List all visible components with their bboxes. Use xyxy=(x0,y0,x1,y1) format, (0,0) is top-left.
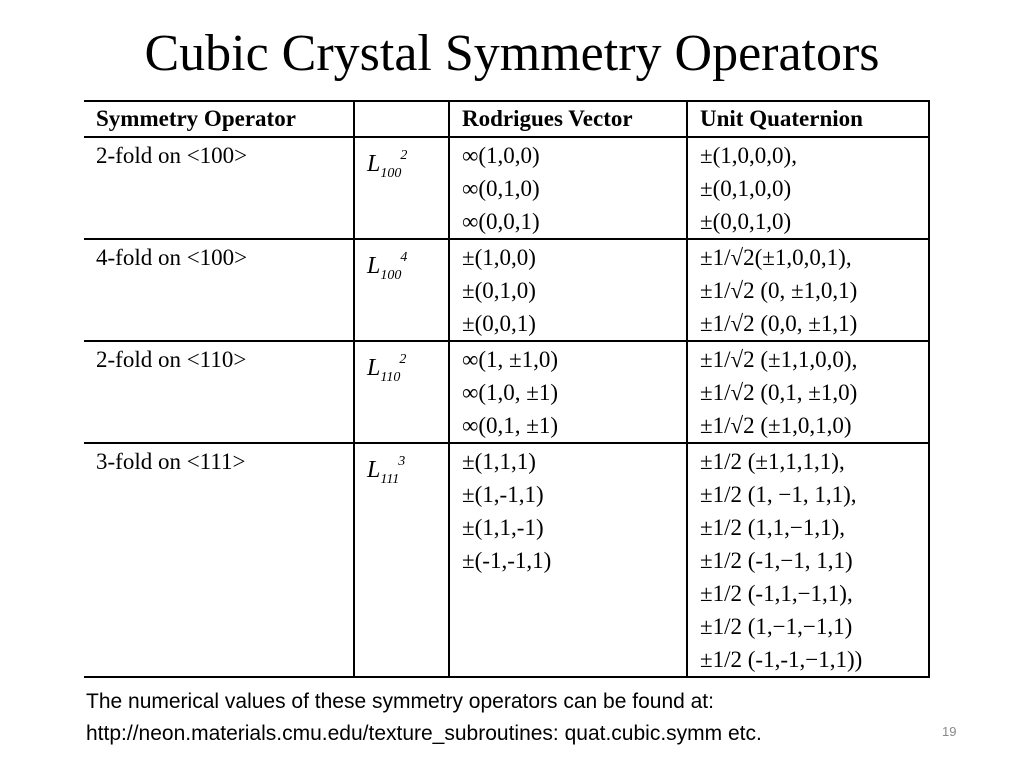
rodrigues-vector: ∞(1,0,0) xyxy=(462,143,540,168)
unit-quaternion: ±1/√2 (±1,0,1,0) xyxy=(700,413,852,438)
unit-quaternion: ±1/2 (-1,1,−1,1), xyxy=(700,581,853,606)
symbol-base: L xyxy=(367,457,381,483)
rodrigues-cell xyxy=(449,239,687,341)
symbol-subscript: 100 xyxy=(380,268,402,283)
rodrigues-vector: ±(-1,-1,1) xyxy=(462,548,552,573)
quaternion-cell xyxy=(687,341,929,443)
header-symbol xyxy=(354,101,449,137)
rodrigues-vector: ±(1,1,-1) xyxy=(462,515,544,540)
unit-quaternion: ±1/√2(±1,0,0,1), xyxy=(700,245,852,270)
operator-name: 3-fold on <111> xyxy=(96,449,246,474)
header-rodrigues-vector: Rodrigues Vector xyxy=(449,101,687,137)
table-header-row xyxy=(84,101,929,137)
unit-quaternion: ±1/2 (-1,−1, 1,1) xyxy=(700,548,853,573)
symbol-superscript: 2 xyxy=(399,352,407,367)
rodrigues-cell xyxy=(449,137,687,239)
rodrigues-vector: ±(1,-1,1) xyxy=(462,482,544,507)
quaternion-cell xyxy=(687,137,929,239)
operator-cell xyxy=(84,137,354,239)
unit-quaternion: ±1/2 (-1,-1,−1,1)) xyxy=(700,647,863,672)
symbol-cell xyxy=(354,137,449,239)
symbol-subscript: 110 xyxy=(380,370,401,385)
unit-quaternion: ±1/√2 (0,1, ±1,0) xyxy=(700,380,858,405)
symbol-superscript: 2 xyxy=(400,148,408,163)
symbol-subscript: 100 xyxy=(380,166,402,181)
rodrigues-cell xyxy=(449,341,687,443)
footnote-line: The numerical values of these symmetry operators can be found at: xyxy=(86,690,714,713)
operator-symbol xyxy=(367,454,406,487)
operator-name: 2-fold on <100> xyxy=(96,143,248,168)
slide-title: Cubic Crystal Symmetry Operators xyxy=(144,25,880,82)
rodrigues-vector: ∞(0,1,0) xyxy=(462,176,540,201)
rodrigues-vector: ±(0,0,1) xyxy=(462,311,536,336)
table-row xyxy=(84,137,929,239)
symmetry-table-container xyxy=(84,100,929,672)
rodrigues-vector: ∞(0,0,1) xyxy=(462,209,540,234)
operator-symbol xyxy=(367,250,408,283)
operator-cell xyxy=(84,443,354,677)
unit-quaternion: ±(0,0,1,0) xyxy=(700,209,792,234)
operator-cell xyxy=(84,341,354,443)
header-unit-quaternion: Unit Quaternion xyxy=(687,101,929,137)
operator-cell xyxy=(84,239,354,341)
rodrigues-vector: ∞(1,0, ±1) xyxy=(462,380,559,405)
rodrigues-cell xyxy=(449,443,687,677)
rodrigues-vector: ±(0,1,0) xyxy=(462,278,536,303)
unit-quaternion: ±1/√2 (±1,1,0,0), xyxy=(700,347,858,372)
symbol-cell xyxy=(354,443,449,677)
operator-symbol xyxy=(367,352,407,385)
operator-name: 4-fold on <100> xyxy=(96,245,248,270)
unit-quaternion: ±1/√2 (0, ±1,0,1) xyxy=(700,278,858,303)
symbol-base: L xyxy=(367,151,381,177)
symbol-superscript: 3 xyxy=(398,454,406,469)
rodrigues-vector: ∞(0,1, ±1) xyxy=(462,413,559,438)
footnote-link: http://neon.materials.cmu.edu/texture_subroutines: quat.cubic.symm etc. xyxy=(86,722,762,745)
quaternion-cell xyxy=(687,443,929,677)
slide-number: 19 xyxy=(942,724,957,739)
rodrigues-vector: ±(1,1,1) xyxy=(462,449,536,474)
unit-quaternion: ±(0,1,0,0) xyxy=(700,176,792,201)
symbol-cell xyxy=(354,341,449,443)
table-row xyxy=(84,239,929,341)
symbol-superscript: 4 xyxy=(400,250,408,265)
table-row xyxy=(84,341,929,443)
unit-quaternion: ±(1,0,0,0), xyxy=(700,143,797,168)
operator-name: 2-fold on <110> xyxy=(96,347,247,372)
unit-quaternion: ±1/2 (1, −1, 1,1), xyxy=(700,482,857,507)
symbol-subscript: 111 xyxy=(380,472,400,487)
symmetry-operators-table xyxy=(84,100,930,678)
unit-quaternion: ±1/2 (1,−1,−1,1) xyxy=(700,614,853,639)
quaternion-cell xyxy=(687,239,929,341)
footnote xyxy=(86,686,936,750)
rodrigues-vector: ±(1,0,0) xyxy=(462,245,536,270)
operator-symbol xyxy=(367,148,408,181)
header-symmetry-operator: Symmetry Operator xyxy=(84,101,354,137)
table-row xyxy=(84,443,929,677)
unit-quaternion: ±1/2 (±1,1,1,1), xyxy=(700,449,845,474)
symbol-cell xyxy=(354,239,449,341)
symbol-base: L xyxy=(367,355,381,381)
symbol-base: L xyxy=(367,253,381,279)
unit-quaternion: ±1/√2 (0,0, ±1,1) xyxy=(700,311,858,336)
rodrigues-vector: ∞(1, ±1,0) xyxy=(462,347,559,372)
unit-quaternion: ±1/2 (1,1,−1,1), xyxy=(700,515,846,540)
